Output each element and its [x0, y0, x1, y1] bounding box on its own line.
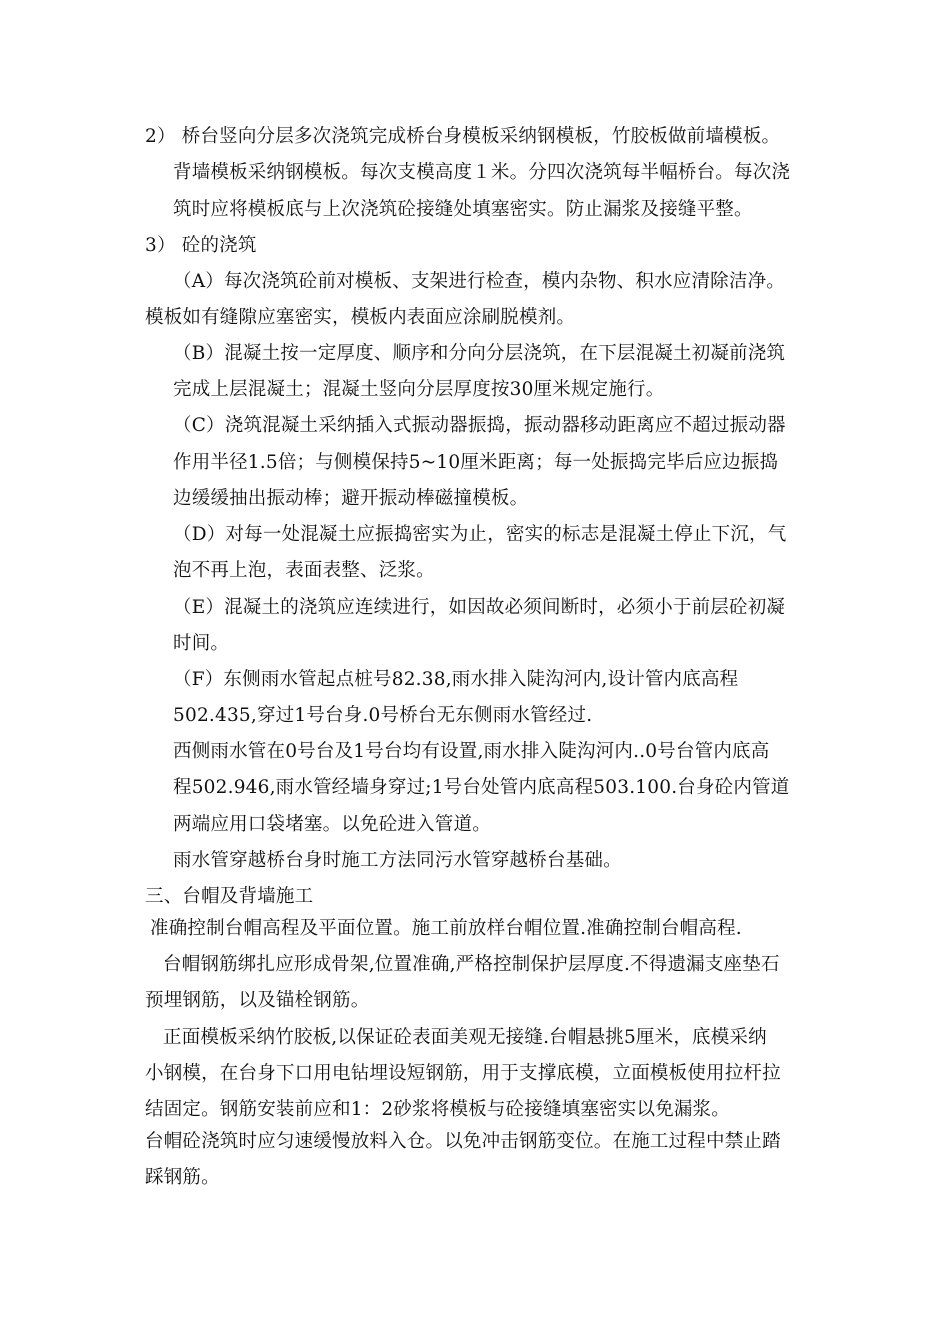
text-line: 2） 桥台竖向分层多次浇筑完成桥台身模板采纳钢模板，竹胶板做前墙模板。: [145, 126, 781, 147]
text-line: （F）东侧雨水管起点桩号82.38,雨水排入陡沟河内,设计管内底高程: [173, 669, 739, 690]
text-line: 模板如有缝隙应塞密实，模板内表面应涂刷脱模剂。: [145, 307, 576, 328]
text-line: 泡不再上泡，表面表整、泛浆。: [173, 560, 435, 581]
text-line: 时间。: [173, 633, 230, 654]
text-line: 结固定。钢筋安装前应和1：2砂浆将模板与砼接缝填塞密实以免漏浆。: [145, 1099, 730, 1120]
text-line: 准确控制台帽高程及平面位置。施工前放样台帽位置.准确控制台帽高程.: [150, 918, 742, 939]
section-heading: 3） 砼的浇筑: [145, 235, 257, 256]
text-line: （A）每次浇筑砼前对模板、支架进行检查，模内杂物、积水应清除洁净。: [173, 271, 785, 292]
text-line: 502.435,穿过1号台身.0号桥台无东侧雨水管经过.: [173, 705, 593, 726]
text-line: 程502.946,雨水管经墙身穿过;1号台处管内底高程503.100.台身砼内管道: [173, 777, 790, 798]
text-line: （D）对每一处混凝土应振捣密实为止，密实的标志是混凝土停止下沉，气: [173, 524, 787, 545]
section-heading: 三、台帽及背墙施工: [145, 886, 314, 907]
text-line: 正面模板采纳竹胶板,以保证砼表面美观无接缝.台帽悬挑5厘米，底模采纳: [163, 1027, 767, 1048]
text-line: 背墙模板采纳钢模板。每次支模高度１米。分四次浇筑每半幅桥台。每次浇: [173, 162, 791, 183]
text-line: 筑时应将模板底与上次浇筑砼接缝处填塞密实。防止漏浆及接缝平整。: [173, 199, 753, 220]
text-line: 西侧雨水管在0号台及1号台均有设置,雨水排入陡沟河内..0号台管内底高: [173, 741, 770, 762]
text-line: 边缓缓抽出振动棒；避开振动棒磁撞模板。: [173, 488, 529, 509]
text-line: 小钢模，在台身下口用电钻埋设短钢筋，用于支撑底模，立面模板使用拉杆拉: [145, 1063, 781, 1084]
text-line: （C）浇筑混凝土采纳插入式振动器振捣，振动器移动距离应不超过振动器: [173, 415, 786, 436]
text-line: 台帽钢筋绑扎应形成骨架,位置准确,严格控制保护层厚度.不得遗漏支座垫石: [163, 954, 780, 975]
text-line: 雨水管穿越桥台身时施工方法同污水管穿越桥台基础。: [173, 850, 622, 871]
text-line: （E）混凝土的浇筑应连续进行，如因故必须间断时，必须小于前层砼初凝: [173, 597, 786, 618]
text-line: （B）混凝土按一定厚度、顺序和分向分层浇筑，在下层混凝土初凝前浇筑: [173, 343, 786, 364]
text-line: 踩钢筋。: [145, 1167, 220, 1188]
text-line: 台帽砼浇筑时应匀速缓慢放料入仓。以免冲击钢筋变位。在施工过程中禁止踏: [145, 1131, 781, 1152]
text-line: 完成上层混凝土；混凝土竖向分层厚度按30厘米规定施行。: [173, 379, 665, 400]
text-line: 两端应用口袋堵塞。以免砼进入管道。: [173, 814, 491, 835]
text-line: 作用半径1.5倍；与侧模保持5~10厘米距离；每一处振捣完毕后应边振捣: [173, 452, 779, 473]
text-line: 预埋钢筋，以及锚栓钢筋。: [145, 990, 370, 1011]
